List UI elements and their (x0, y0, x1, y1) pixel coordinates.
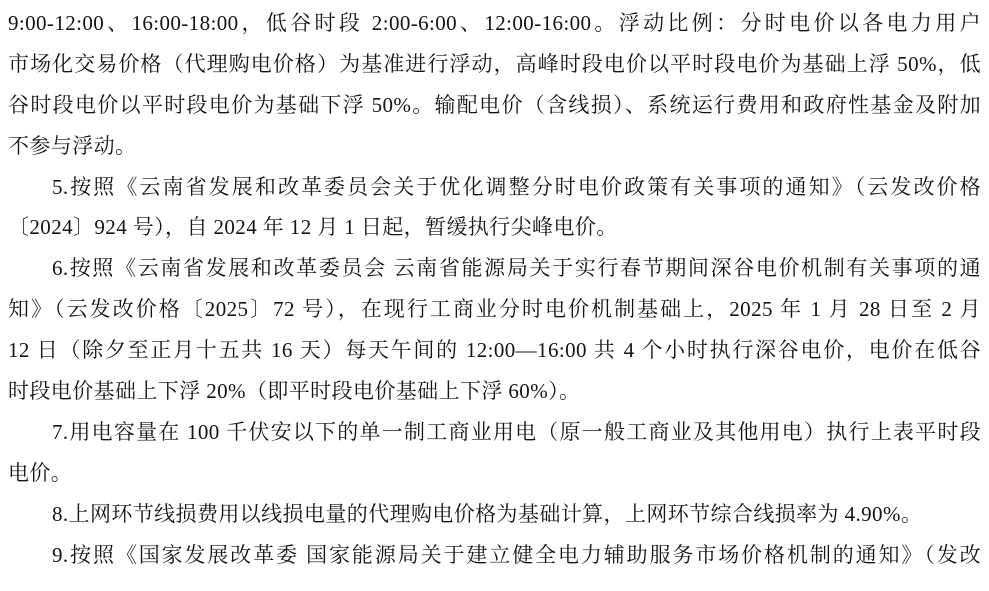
document-line: 12 日（除夕至正月十五共 16 天）每天午间的 12:00—16:00 共 4 个小时执行深谷电价，电价在低谷 (8, 338, 981, 363)
document-line: 5.按照《云南省发展和改革委员会关于优化调整分时电价政策有关事项的通知》（云发改价格 (52, 174, 981, 199)
document-line: 7.用电容量在 100 千伏安以下的单一制工商业用电（原一般工商业及其他用电）执行上表平时段 (52, 419, 981, 444)
document-line: 〔2024〕924 号），自 2024 年 12 月 1 日起，暂缓执行尖峰电价。 (8, 215, 618, 240)
document-line: 谷时段电价以平时段电价为基础下浮 50%。输配电价（含线损）、系统运行费用和政府性基金及附加 (8, 92, 981, 117)
document-line: 6.按照《云南省发展和改革委员会 云南省能源局关于实行春节期间深谷电价机制有关事项的通 (52, 256, 981, 281)
document-line: 9.按照《国家发展改革委 国家能源局关于建立健全电力辅助服务市场价格机制的通知》（发改 (52, 542, 981, 567)
document-line: 不参与浮动。 (8, 133, 137, 158)
document-line: 时段电价基础上下浮 20%（即平时段电价基础上下浮 60%）。 (8, 379, 581, 404)
document-line: 8.上网环节线损费用以线损电量的代理购电价格为基础计算，上网环节综合线损率为 4.90%。 (52, 501, 923, 526)
document-line: 知》（云发改价格〔2025〕72 号），在现行工商业分时电价机制基础上，2025 年 1 月 28 日至 2 月 (8, 297, 981, 322)
document-line: 9:00-12:00、16:00-18:00，低谷时段 2:00-6:00、12:00-16:00。浮动比例：分时电价以各电力用户 (8, 11, 981, 35)
document-line: 电价。 (8, 460, 73, 485)
document-line: 市场化交易价格（代理购电价格）为基准进行浮动，高峰时段电价以平时段电价为基础上浮 50%，低 (8, 51, 981, 76)
